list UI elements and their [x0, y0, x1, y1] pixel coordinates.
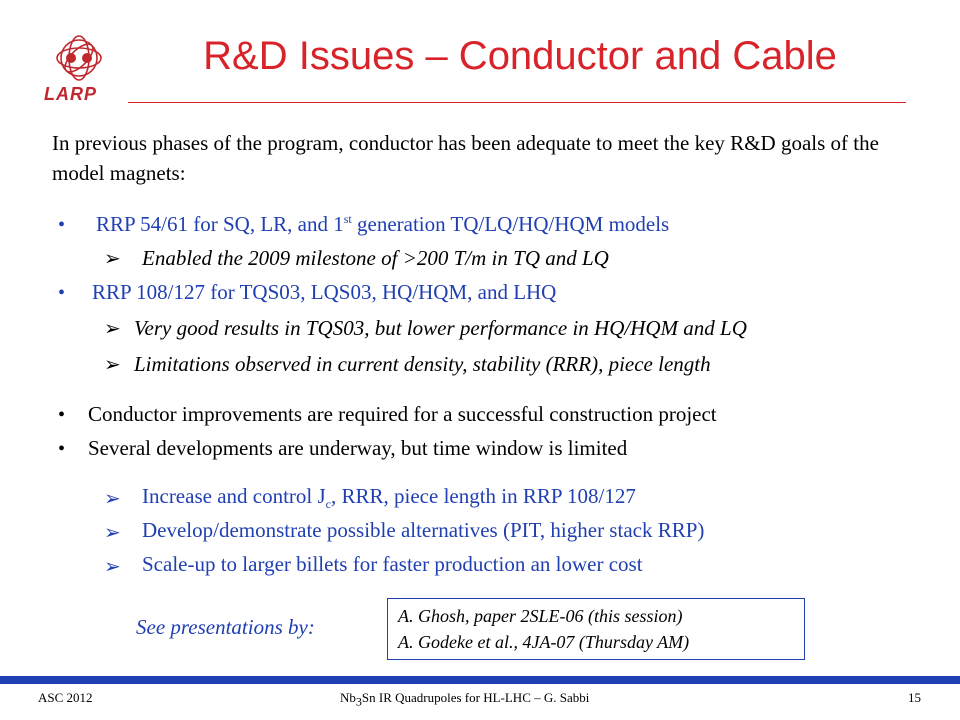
arrow-bullet-icon: ➢ — [104, 556, 121, 578]
sub-bullet-limitations: Limitations observed in current density, stability (RRR), piece length — [134, 352, 711, 376]
sub-bullet-alternatives: Develop/demonstrate possible alternatives (PIT, higher stack RRP) — [142, 518, 705, 542]
sub-bullet-text: Increase and control J — [142, 484, 326, 508]
sub-bullet-increase-jc — [142, 484, 636, 512]
bullet-conductor-improvements: Conductor improvements are required for a successful construction project — [88, 402, 717, 426]
logo-label: LARP — [44, 84, 97, 104]
arrow-bullet-icon: ➢ — [104, 488, 121, 510]
reference-item: A. Godeke et al., 4JA-07 (Thursday AM) — [398, 632, 690, 652]
sub-bullet-scale-up: Scale-up to larger billets for faster production an lower cost — [142, 552, 643, 576]
arrow-bullet-icon: ➢ — [104, 318, 121, 340]
bullet-text: RRP 54/61 for SQ, LR, and 1 — [96, 212, 344, 236]
arrow-bullet-icon: ➢ — [104, 354, 121, 376]
footer-title — [340, 690, 590, 709]
bullet-developments: Several developments are underway, but time window is limited — [88, 436, 628, 460]
bullet-text-end: generation TQ/LQ/HQ/HQM models — [351, 212, 670, 236]
see-presentations-label: See presentations by: — [136, 615, 315, 639]
sub-bullet-text-end: , RRR, piece length in RRP 108/127 — [331, 484, 636, 508]
bullet-icon: • — [58, 214, 66, 236]
title-divider — [128, 102, 906, 103]
footer-subscript: 3 — [355, 694, 362, 709]
sub-bullet-milestone: Enabled the 2009 milestone of >200 T/m in TQ and LQ — [142, 246, 609, 270]
subscript: c — [325, 497, 331, 512]
footer-title-rest: Sn IR Quadrupoles for HL-LHC – G. Sabbi — [361, 690, 590, 705]
reference-item: A. Ghosh, paper 2SLE-06 (this session) — [398, 606, 683, 626]
intro-paragraph: In previous phases of the program, conductor has been adequate to meet the key R&D goals of the model magnets: — [52, 131, 879, 185]
page-title: R&D Issues – Conductor and Cable — [203, 34, 837, 78]
superscript: st — [343, 212, 352, 226]
bullet-icon: • — [58, 404, 66, 426]
presentations-box — [387, 598, 805, 660]
arrow-bullet-icon: ➢ — [104, 248, 121, 270]
footer-bar — [0, 676, 960, 684]
footer-title-start: Nb — [340, 690, 356, 705]
bullet-icon: • — [58, 282, 66, 304]
bullet-icon: • — [58, 438, 66, 460]
bullet-rrp-108-127: RRP 108/127 for TQS03, LQS03, HQ/HQM, and LHQ — [92, 280, 557, 304]
page-number: 15 — [908, 690, 921, 705]
arrow-bullet-icon: ➢ — [104, 522, 121, 544]
sub-bullet-results: Very good results in TQS03, but lower performance in HQ/HQM and LQ — [134, 316, 747, 340]
bullet-rrp-54-61 — [96, 212, 669, 237]
footer-conference: ASC 2012 — [38, 690, 93, 705]
